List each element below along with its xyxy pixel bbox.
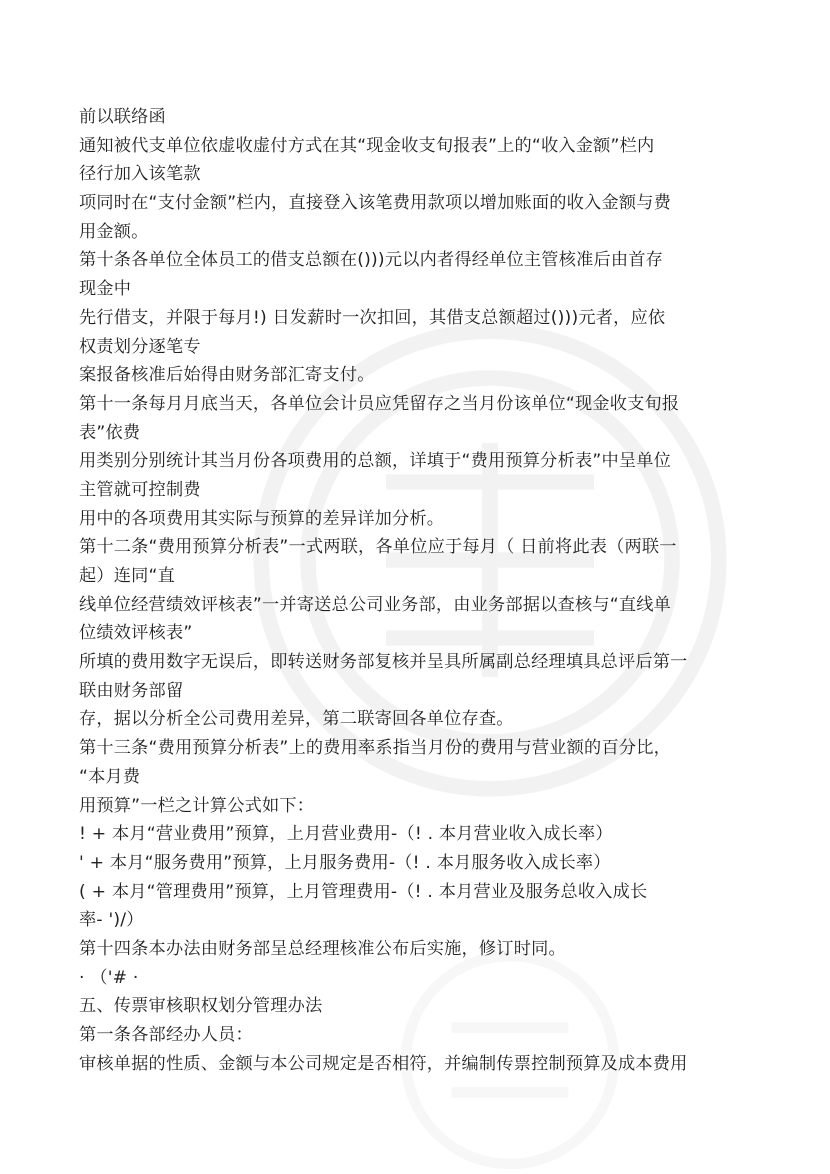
document-body	[79, 103, 759, 1078]
text-line: 起）连同“直	[79, 566, 176, 586]
text-line: 用预算”一栏之计算公式如下：	[79, 795, 315, 816]
text-line: 项同时在“支付金额”栏内，直接登入该笔费用款项以增加账面的收入金额与费	[79, 193, 671, 214]
text-line: “本月费	[79, 766, 141, 787]
text-line: 存，据以分析全公司费用差异，第二联寄回各单位存查。	[79, 709, 514, 730]
text-line: 先行借支，并限于每月!) 日发薪时一次扣回，其借支总额超过()))元者，应依	[79, 307, 666, 328]
text-line: 表”依费	[79, 422, 141, 443]
text-line: 率- ')/）	[79, 910, 144, 931]
text-line: 第十二条“费用预算分析表”一式两联，各单位应于每月（ 日前将此表（两联一	[79, 537, 677, 558]
text-line: 第十四条本办法由财务部呈总经理核准公布后实施，修订时同。	[79, 938, 566, 959]
text-line: 用金额。	[79, 221, 149, 242]
text-line: 案报备核准后始得由财务部汇寄支付。	[79, 365, 375, 386]
text-line: ! + 本月“营业费用”预算，上月营业费用-（! . 本月营业收入成长率）	[79, 824, 613, 845]
text-line: 径行加入该笔款	[79, 164, 201, 185]
text-line: 第十三条“费用预算分析表”上的费用率系指当月份的费用与营业额的百分比，	[79, 738, 671, 759]
text-line: 通知被代支单位依虚收虚付方式在其“现金收支旬报表”上的“收入金额”栏内	[79, 135, 655, 156]
text-line: 所填的费用数字无误后，即转送财务部复核并呈具所属副总经理填具总评后第一	[79, 652, 688, 673]
text-line: 用中的各项费用其实际与预算的差异详加分析。	[79, 508, 445, 529]
text-line: 第十一条每月月底当天，各单位会计员应凭留存之当月份该单位“现金收支旬报	[79, 393, 680, 414]
text-line: 现金中	[79, 279, 132, 300]
text-line: 第十条各单位全体员工的借支总额在()))元以内者得经单位主管核准后由首存	[79, 250, 664, 271]
text-line: 前以联络函	[79, 107, 166, 127]
text-line: · （'# ·	[79, 967, 139, 988]
text-line: 权责划分逐笔专	[79, 336, 201, 357]
text-line: 主管就可控制费	[79, 479, 201, 500]
text-line: 位绩效评核表”	[79, 623, 193, 644]
section-heading: 五、传票审核职权划分管理办法	[79, 996, 323, 1017]
text-line: 第一条各部经办人员：	[79, 1025, 253, 1045]
text-line: 联由财务部留	[79, 680, 184, 701]
text-line: 用类别分别统计其当月份各项费用的总额，详填于“费用预算分析表”中呈单位	[79, 451, 671, 472]
text-line: ( + 本月“管理费用”预算，上月管理费用-（! . 本月营业及服务总收入成长	[79, 881, 648, 902]
text-line: 线单位经营绩效评核表”一并寄送总公司业务部，由业务部据以查核与“直线单	[79, 594, 671, 615]
text-line: 审核单据的性质、金额与本公司规定是否相符，并编制传票控制预算及成本费用	[79, 1053, 688, 1074]
text-line: ' + 本月“服务费用”预算，上月服务费用-（! . 本月服务收入成长率）	[79, 852, 611, 873]
